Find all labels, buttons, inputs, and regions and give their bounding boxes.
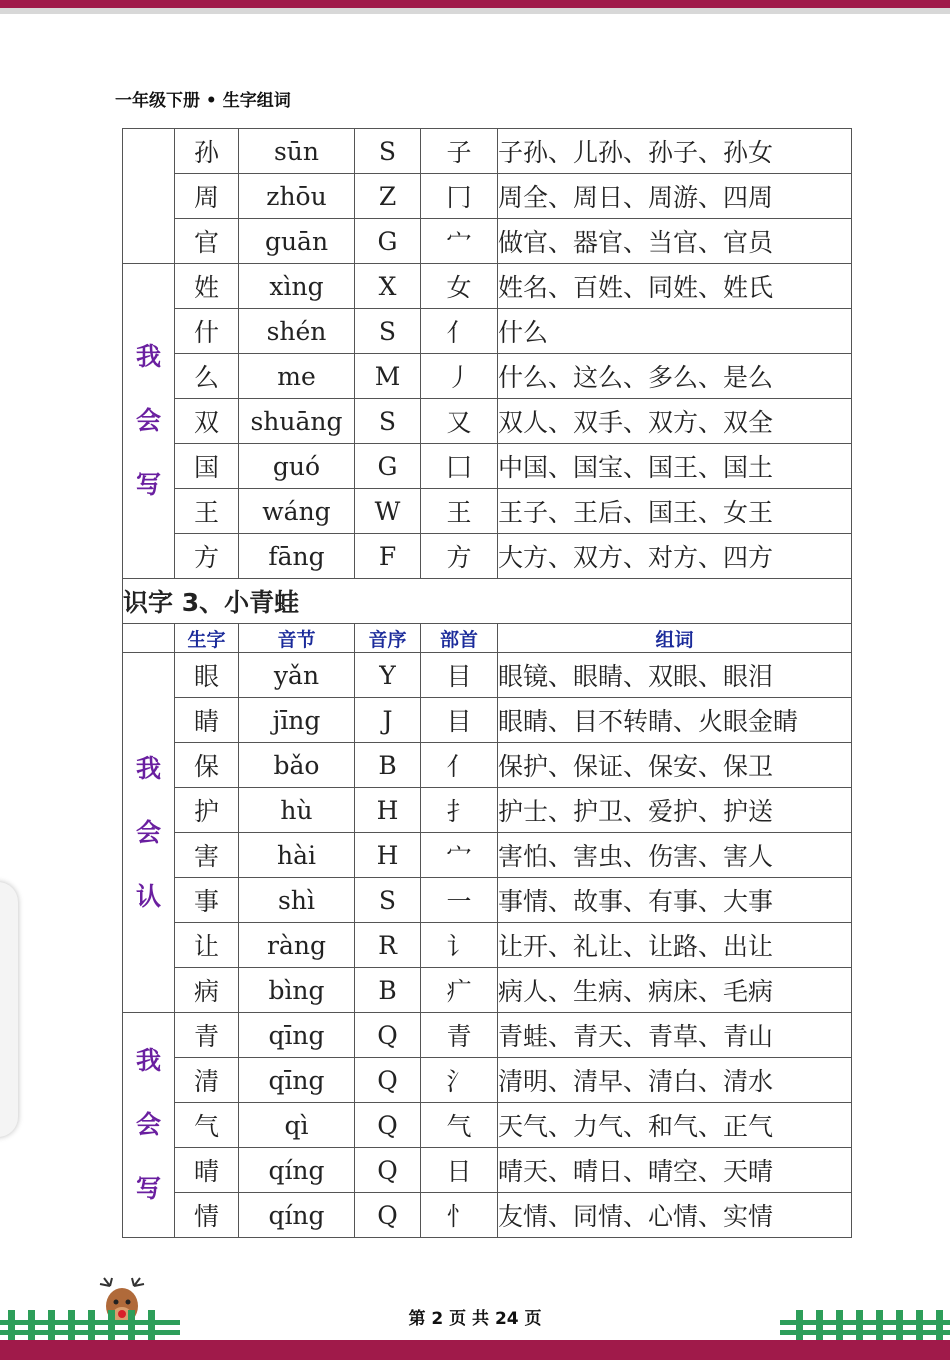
character-cell: 事: [175, 878, 239, 923]
radical-cell: 扌: [421, 788, 498, 833]
initial-cell: S: [355, 878, 421, 923]
word-group-cell: 什么: [498, 309, 852, 354]
character-cell: 情: [175, 1193, 239, 1238]
table-row: [123, 489, 852, 534]
character-cell: 害: [175, 833, 239, 878]
initial-cell: Z: [355, 174, 421, 219]
character-cell: 睛: [175, 698, 239, 743]
word-group-cell: 清明、清早、清白、清水: [498, 1058, 852, 1103]
radical-cell: 日: [421, 1148, 498, 1193]
column-header: 音序: [355, 624, 421, 653]
character-cell: 让: [175, 923, 239, 968]
table-row: [123, 923, 852, 968]
column-header-row: [123, 624, 852, 653]
pinyin-cell: shuāng: [239, 399, 355, 444]
word-group-cell: 事情、故事、有事、大事: [498, 878, 852, 923]
character-cell: 么: [175, 354, 239, 399]
pinyin-cell: qīng: [239, 1013, 355, 1058]
table-row: [123, 354, 852, 399]
word-group-cell: 大方、双方、对方、四方: [498, 534, 852, 579]
table-row: [123, 1058, 852, 1103]
header-blank: [123, 624, 175, 653]
word-group-cell: 害怕、害虫、伤害、害人: [498, 833, 852, 878]
initial-cell: Q: [355, 1013, 421, 1058]
pinyin-cell: ràng: [239, 923, 355, 968]
radical-cell: 亻: [421, 743, 498, 788]
radical-cell: 宀: [421, 219, 498, 264]
radical-cell: 目: [421, 653, 498, 698]
table-row: [123, 1148, 852, 1193]
table-row: [123, 399, 852, 444]
word-group-cell: 双人、双手、双方、双全: [498, 399, 852, 444]
character-cell: 双: [175, 399, 239, 444]
initial-cell: Y: [355, 653, 421, 698]
initial-cell: Q: [355, 1103, 421, 1148]
section-row: [123, 579, 852, 624]
radical-cell: 女: [421, 264, 498, 309]
word-group-cell: 王子、王后、国王、女王: [498, 489, 852, 534]
character-cell: 方: [175, 534, 239, 579]
pinyin-cell: zhōu: [239, 174, 355, 219]
word-group-cell: 眼睛、目不转睛、火眼金睛: [498, 698, 852, 743]
initial-cell: Q: [355, 1148, 421, 1193]
initial-cell: G: [355, 219, 421, 264]
table-row: [123, 1013, 852, 1058]
radical-cell: 囗: [421, 444, 498, 489]
character-cell: 护: [175, 788, 239, 833]
character-cell: 国: [175, 444, 239, 489]
initial-cell: W: [355, 489, 421, 534]
table-row: [123, 968, 852, 1013]
vocab-table: [122, 128, 852, 1238]
initial-cell: R: [355, 923, 421, 968]
table-row: [123, 174, 852, 219]
side-label: [123, 1013, 175, 1238]
radical-cell: 青: [421, 1013, 498, 1058]
side-label-char: 我: [135, 342, 161, 371]
initial-cell: S: [355, 129, 421, 174]
radical-cell: 又: [421, 399, 498, 444]
word-group-cell: 子孙、儿孙、孙子、孙女: [498, 129, 852, 174]
initial-cell: G: [355, 444, 421, 489]
pinyin-cell: guān: [239, 219, 355, 264]
word-group-cell: 晴天、晴日、晴空、天晴: [498, 1148, 852, 1193]
character-cell: 青: [175, 1013, 239, 1058]
pinyin-cell: me: [239, 354, 355, 399]
radical-cell: 目: [421, 698, 498, 743]
radical-cell: 一: [421, 878, 498, 923]
initial-cell: H: [355, 833, 421, 878]
radical-cell: 氵: [421, 1058, 498, 1103]
pinyin-cell: qì: [239, 1103, 355, 1148]
table-row: [123, 698, 852, 743]
initial-cell: B: [355, 743, 421, 788]
bottom-border-bar: [0, 1340, 950, 1360]
side-label-char: 写: [135, 1174, 161, 1203]
radical-cell: 王: [421, 489, 498, 534]
character-cell: 孙: [175, 129, 239, 174]
initial-cell: J: [355, 698, 421, 743]
word-group-cell: 什么、这么、多么、是么: [498, 354, 852, 399]
side-label-char: 会: [135, 406, 161, 435]
character-cell: 眼: [175, 653, 239, 698]
table-row: [123, 264, 852, 309]
page-number: 第 2 页 共 24 页: [408, 1309, 542, 1329]
word-group-cell: 姓名、百姓、同姓、姓氏: [498, 264, 852, 309]
side-label-char: 写: [135, 470, 161, 499]
character-cell: 官: [175, 219, 239, 264]
side-label-char: 会: [135, 1110, 161, 1139]
pinyin-cell: qíng: [239, 1193, 355, 1238]
side-label: [123, 264, 175, 579]
pinyin-cell: guó: [239, 444, 355, 489]
radical-cell: 方: [421, 534, 498, 579]
pinyin-cell: bǎo: [239, 743, 355, 788]
initial-cell: F: [355, 534, 421, 579]
column-header: 部首: [421, 624, 498, 653]
pinyin-cell: wáng: [239, 489, 355, 534]
word-group-cell: 让开、礼让、让路、出让: [498, 923, 852, 968]
side-label-char: 我: [135, 753, 161, 783]
character-cell: 王: [175, 489, 239, 534]
table-row: [123, 534, 852, 579]
page-header: 一年级下册 • 生字组词: [115, 91, 291, 111]
table-row: [123, 1103, 852, 1148]
character-cell: 什: [175, 309, 239, 354]
radical-cell: 讠: [421, 923, 498, 968]
side-label: [123, 653, 175, 1013]
initial-cell: Q: [355, 1058, 421, 1103]
radical-cell: 气: [421, 1103, 498, 1148]
character-cell: 清: [175, 1058, 239, 1103]
side-label-char: 会: [135, 817, 161, 847]
column-header: 生字: [175, 624, 239, 653]
character-cell: 姓: [175, 264, 239, 309]
radical-cell: 忄: [421, 1193, 498, 1238]
word-group-cell: 病人、生病、病床、毛病: [498, 968, 852, 1013]
pinyin-cell: fāng: [239, 534, 355, 579]
side-label-char: 认: [135, 881, 161, 911]
radical-cell: 亻: [421, 309, 498, 354]
side-label: [123, 129, 175, 264]
word-group-cell: 做官、器官、当官、官员: [498, 219, 852, 264]
character-cell: 气: [175, 1103, 239, 1148]
top-border-stripe: [0, 8, 950, 14]
top-border-bar: [0, 0, 950, 8]
character-cell: 病: [175, 968, 239, 1013]
pinyin-cell: qīng: [239, 1058, 355, 1103]
table-row: [123, 444, 852, 489]
pinyin-cell: xìng: [239, 264, 355, 309]
pinyin-cell: sūn: [239, 129, 355, 174]
initial-cell: S: [355, 399, 421, 444]
word-group-cell: 天气、力气、和气、正气: [498, 1103, 852, 1148]
character-cell: 保: [175, 743, 239, 788]
table-row: [123, 1193, 852, 1238]
word-group-cell: 护士、护卫、爱护、护送: [498, 788, 852, 833]
table-row: [123, 653, 852, 698]
initial-cell: Q: [355, 1193, 421, 1238]
initial-cell: X: [355, 264, 421, 309]
table-row: [123, 833, 852, 878]
word-group-cell: 周全、周日、周游、四周: [498, 174, 852, 219]
initial-cell: S: [355, 309, 421, 354]
side-drawer-handle[interactable]: [0, 882, 18, 1137]
radical-cell: 子: [421, 129, 498, 174]
table-row: [123, 788, 852, 833]
word-group-cell: 保护、保证、保安、保卫: [498, 743, 852, 788]
pinyin-cell: jīng: [239, 698, 355, 743]
radical-cell: 疒: [421, 968, 498, 1013]
initial-cell: M: [355, 354, 421, 399]
pinyin-cell: shì: [239, 878, 355, 923]
word-group-cell: 中国、国宝、国王、国土: [498, 444, 852, 489]
radical-cell: 宀: [421, 833, 498, 878]
radical-cell: 丿: [421, 354, 498, 399]
pinyin-cell: qíng: [239, 1148, 355, 1193]
pinyin-cell: hù: [239, 788, 355, 833]
side-label-char: 我: [135, 1046, 161, 1075]
character-cell: 周: [175, 174, 239, 219]
table-row: [123, 878, 852, 923]
pinyin-cell: yǎn: [239, 653, 355, 698]
word-group-cell: 青蛙、青天、青草、青山: [498, 1013, 852, 1058]
word-group-cell: 眼镜、眼睛、双眼、眼泪: [498, 653, 852, 698]
table-row: [123, 309, 852, 354]
initial-cell: H: [355, 788, 421, 833]
column-header: 音节: [239, 624, 355, 653]
pinyin-cell: bìng: [239, 968, 355, 1013]
pinyin-cell: hài: [239, 833, 355, 878]
table-row: [123, 743, 852, 788]
table-row: [123, 219, 852, 264]
column-header: 组词: [498, 624, 852, 653]
pinyin-cell: shén: [239, 309, 355, 354]
radical-cell: 冂: [421, 174, 498, 219]
table-row: [123, 129, 852, 174]
section-title: 识字 3、小青蛙: [123, 579, 852, 624]
character-cell: 晴: [175, 1148, 239, 1193]
word-group-cell: 友情、同情、心情、实情: [498, 1193, 852, 1238]
initial-cell: B: [355, 968, 421, 1013]
